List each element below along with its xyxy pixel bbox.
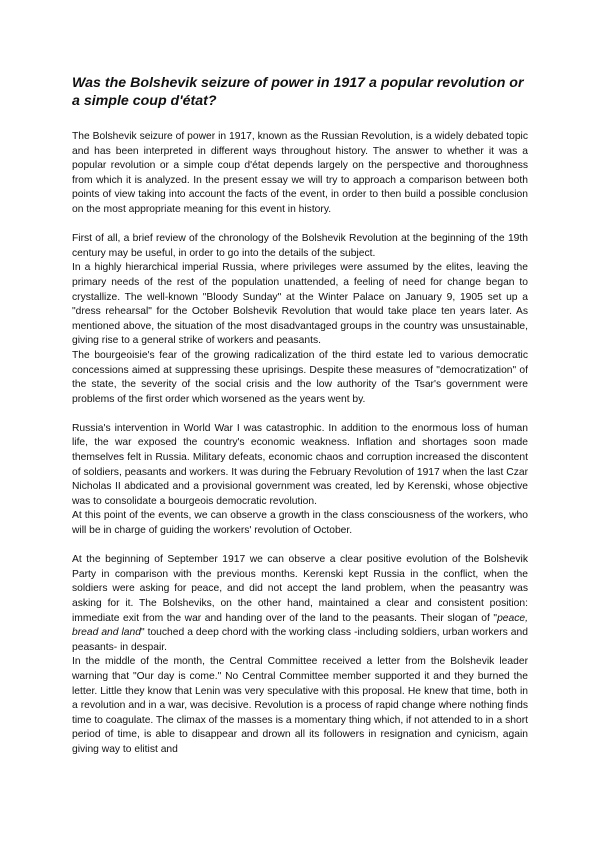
imperial-russia-paragraph: In a highly hierarchical imperial Russia, where privileges were assumed by the elites, leaving the primary needs of the rest of the population unattended, a feeling of need for change began to crystallize. The well-known "Bloody Sunday" at the Winter Palace on January 9, 1905 set up a "dress rehearsal" for the October Bolshevik Revolution that would take place ten years later. As mentioned above, the situation of the most disadvantaged groups in the country was unsustainable, giving rise to a general strike of workers and peasants.	[72, 262, 528, 347]
chronology-paragraph: First of all, a brief review of the chronology of the Bolshevik Revolution at the beginning of the 19th century may be useful, in order to go into the details of the subject.	[72, 233, 528, 259]
document-title: Was the Bolshevik seizure of power in 1917 a popular revolution or a simple coup d'état?	[72, 75, 524, 109]
september-1917-paragraph	[72, 553, 528, 655]
paragraph-spacer	[72, 218, 528, 233]
paragraph-spacer	[72, 407, 528, 422]
bourgeoisie-paragraph: The bourgeoisie's fear of the growing radicalization of the third estate led to various democratic concessions aimed at suppressing these uprisings. Despite these measures of "democratization" of the state, the severity of the social crisis and the low authority of the Tsar's government were problems of the first order which worsened as the years went by.	[72, 349, 528, 405]
document-page	[72, 0, 528, 758]
intro-paragraph: The Bolshevik seizure of power in 1917, known as the Russian Revolution, is a widely debated topic and has been interpreted in different ways throughout history. The answer to whether it was a popular revolution or a simple coup d'état depends largely on the perspective and thoroughness from which it is analyzed. In the present essay we will try to approach a comparison between both points of view taking into account the facts of the event, in order to then build a possible conclusion on the most appropriate meaning for this event in history.	[72, 131, 528, 215]
class-consciousness-paragraph: At this point of the events, we can observe a growth in the class consciousness of the workers, who will be in charge of guiding the workers' revolution of October.	[72, 510, 528, 537]
september-text-before: At the beginning of September 1917 we can observe a clear positive evolution of the Bolshevik Party in comparison with the previous months. Kerenski kept Russia in the conflict, when the soldiers were asking for peace, and did not accept the land problem, when the peasantry was asking for it. The Bolsheviks, on the other hand, maintained a clear and consistent position: immediate exit from the war and handing over of the land to the peasants. Their slogan of "	[72, 554, 528, 624]
september-text-after: " touched a deep chord with the working class -including soldiers, urban workers and peasants- in despair.	[72, 627, 528, 653]
document-body	[72, 130, 528, 758]
world-war-paragraph: Russia's intervention in World War I was catastrophic. In addition to the enormous loss of human life, the war exposed the country's economic weakness. Inflation and shortages soon made themselves felt in Russia. Military defeats, economic chaos and corruption increased the discontent of soldiers, peasants and workers. It was during the February Revolution of 1917 when the last Czar Nicholas II abdicated and a provisional government was created, led by Kerenski, whose objective was to consolidate a bourgeois democratic revolution.	[72, 422, 528, 507]
paragraph-spacer	[72, 539, 528, 554]
central-committee-paragraph: In the middle of the month, the Central Committee received a letter from the Bolshevik leader warning that "Our day is come." No Central Committee member supported it and they burned the letter. Little they know that Lenin was very speculative with this proposal. He knew that time, both in a revolution and in a war, was decisive. Revolution is a process of rapid change where nothing finds time to coagulate. The climax of the masses is a momentary thing which, if not attended to in a short period of time, is able to disappear and drown all its followers in resignation and cynicism, again giving way to elitist and	[72, 656, 528, 755]
bolshevik-slogan: peace, bread and land	[72, 612, 528, 639]
